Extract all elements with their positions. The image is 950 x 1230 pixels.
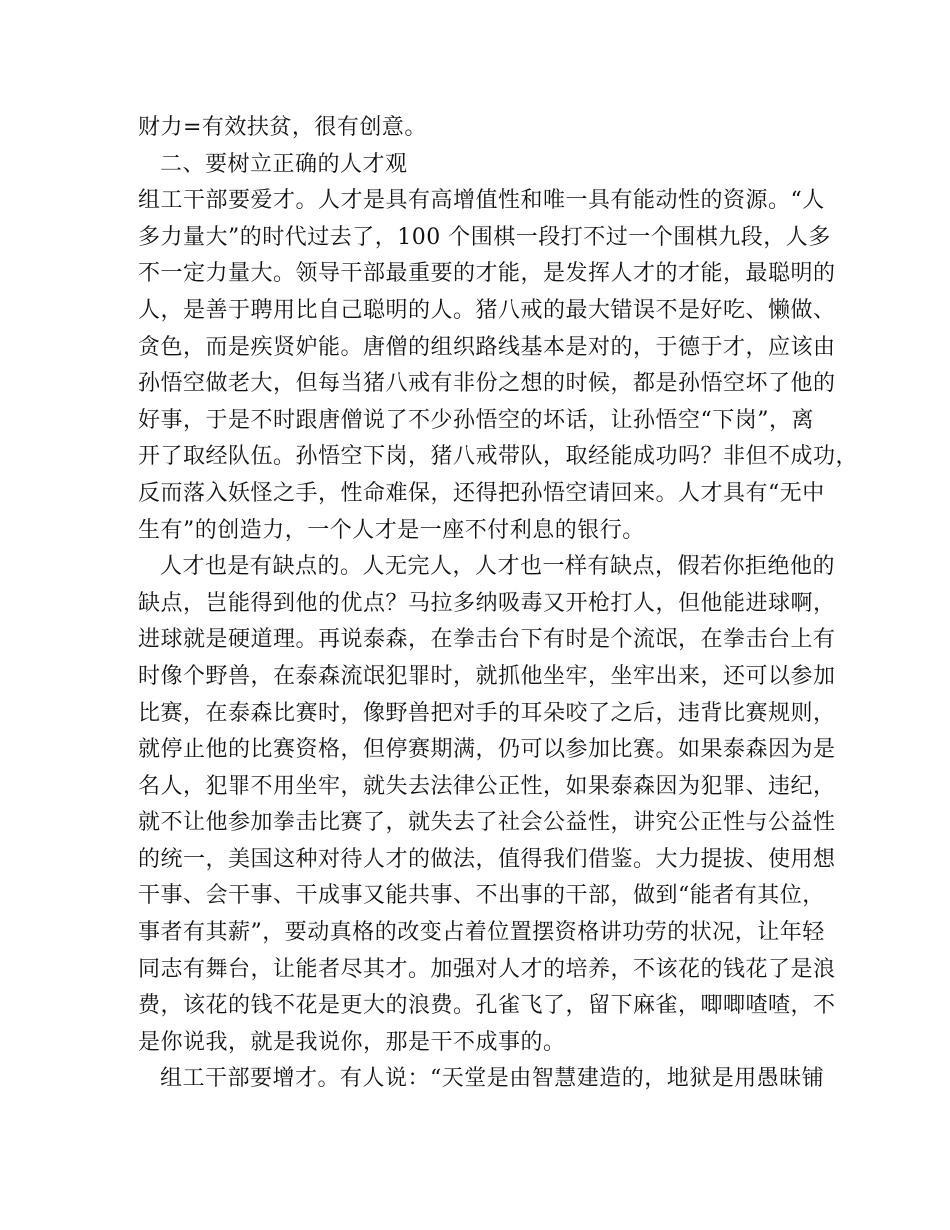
text-line: 的统一，美国这种对待人才的做法，值得我们借鉴。大力提拔、使用想	[138, 846, 836, 872]
text-line: 生有”的创造力，一个人才是一座不付利息的银行。	[138, 517, 645, 543]
text-line: 就停止他的比赛资格，但停赛期满，仍可以参加比赛。如果泰森因为是	[138, 737, 836, 763]
text-line: 好事，于是不时跟唐僧说了不少孙悟空的坏话，让孙悟空“下岗”，离	[138, 407, 814, 433]
text-line: 二、要树立正确的人才观	[160, 151, 408, 177]
text-line: 名人，犯罪不用坐牢，就失去法律公正性，如果泰森因为犯罪、违纪，	[138, 773, 836, 799]
text-line: 孙悟空做老大，但每当猪八戒有非份之想的时候，都是孙悟空坏了他的	[138, 371, 836, 397]
text-line: 不一定力量大。领导干部最重要的才能，是发挥人才的才能，最聪明的	[138, 261, 836, 287]
text-line: 多力量大”的时代过去了，100 个围棋一段打不过一个围棋九段，人多	[138, 224, 831, 250]
text-line: 组工干部要爱才。人才是具有高增值性和唯一具有能动性的资源。“人	[138, 188, 825, 214]
text-line: 同志有舞台，让能者尽其才。加强对人才的培养，不该花的钱花了是浪	[138, 956, 836, 982]
text-line: 是你说我，就是我说你，那是干不成事的。	[138, 1029, 566, 1055]
text-line: 反而落入妖怪之手，性命难保，还得把孙悟空请回来。人才具有“无中	[138, 480, 825, 506]
text-line: 缺点，岂能得到他的优点？马拉多纳吸毒又开枪打人，但他能进球啊，	[138, 590, 836, 616]
text-line: 比赛，在泰森比赛时，像野兽把对手的耳朵咬了之后，违背比赛规则，	[138, 700, 836, 726]
body-text	[138, 110, 859, 1098]
text-line: 事者有其薪”，要动真格的改变占着位置摆资格讲功劳的状况，让年轻	[138, 920, 825, 946]
text-line: 就不让他参加拳击比赛了，就失去了社会公益性，讲究公正性与公益性	[138, 810, 836, 836]
text-line: 干事、会干事、干成事又能共事、不出事的干部，做到“能者有其位，	[138, 883, 825, 909]
text-line: 时像个野兽，在泰森流氓犯罪时，就抓他坐牢，坐牢出来，还可以参加	[138, 663, 836, 689]
text-line: 开了取经队伍。孙悟空下岗，猪八戒带队，取经能成功吗？非但不成功，	[138, 444, 859, 470]
text-line: 人，是善于聘用比自己聪明的人。猪八戒的最大错误不是好吃、懒做、	[138, 297, 836, 323]
text-line: 进球就是硬道理。再说泰森，在拳击台下有时是个流氓，在拳击台上有	[138, 627, 836, 653]
text-line: 财力=有效扶贫，很有创意。	[138, 115, 427, 140]
text-line: 人才也是有缺点的。人无完人，人才也一样有缺点，假若你拒绝他的	[160, 554, 836, 580]
text-line: 费，该花的钱不花是更大的浪费。孔雀飞了，留下麻雀，唧唧喳喳，不	[138, 993, 836, 1019]
text-line: 组工干部要增才。有人说：“天堂是由智慧建造的，地狱是用愚昧铺	[160, 1066, 825, 1092]
text-line: 贪色，而是疾贤妒能。唐僧的组织路线基本是对的，于德于才，应该由	[138, 334, 836, 360]
